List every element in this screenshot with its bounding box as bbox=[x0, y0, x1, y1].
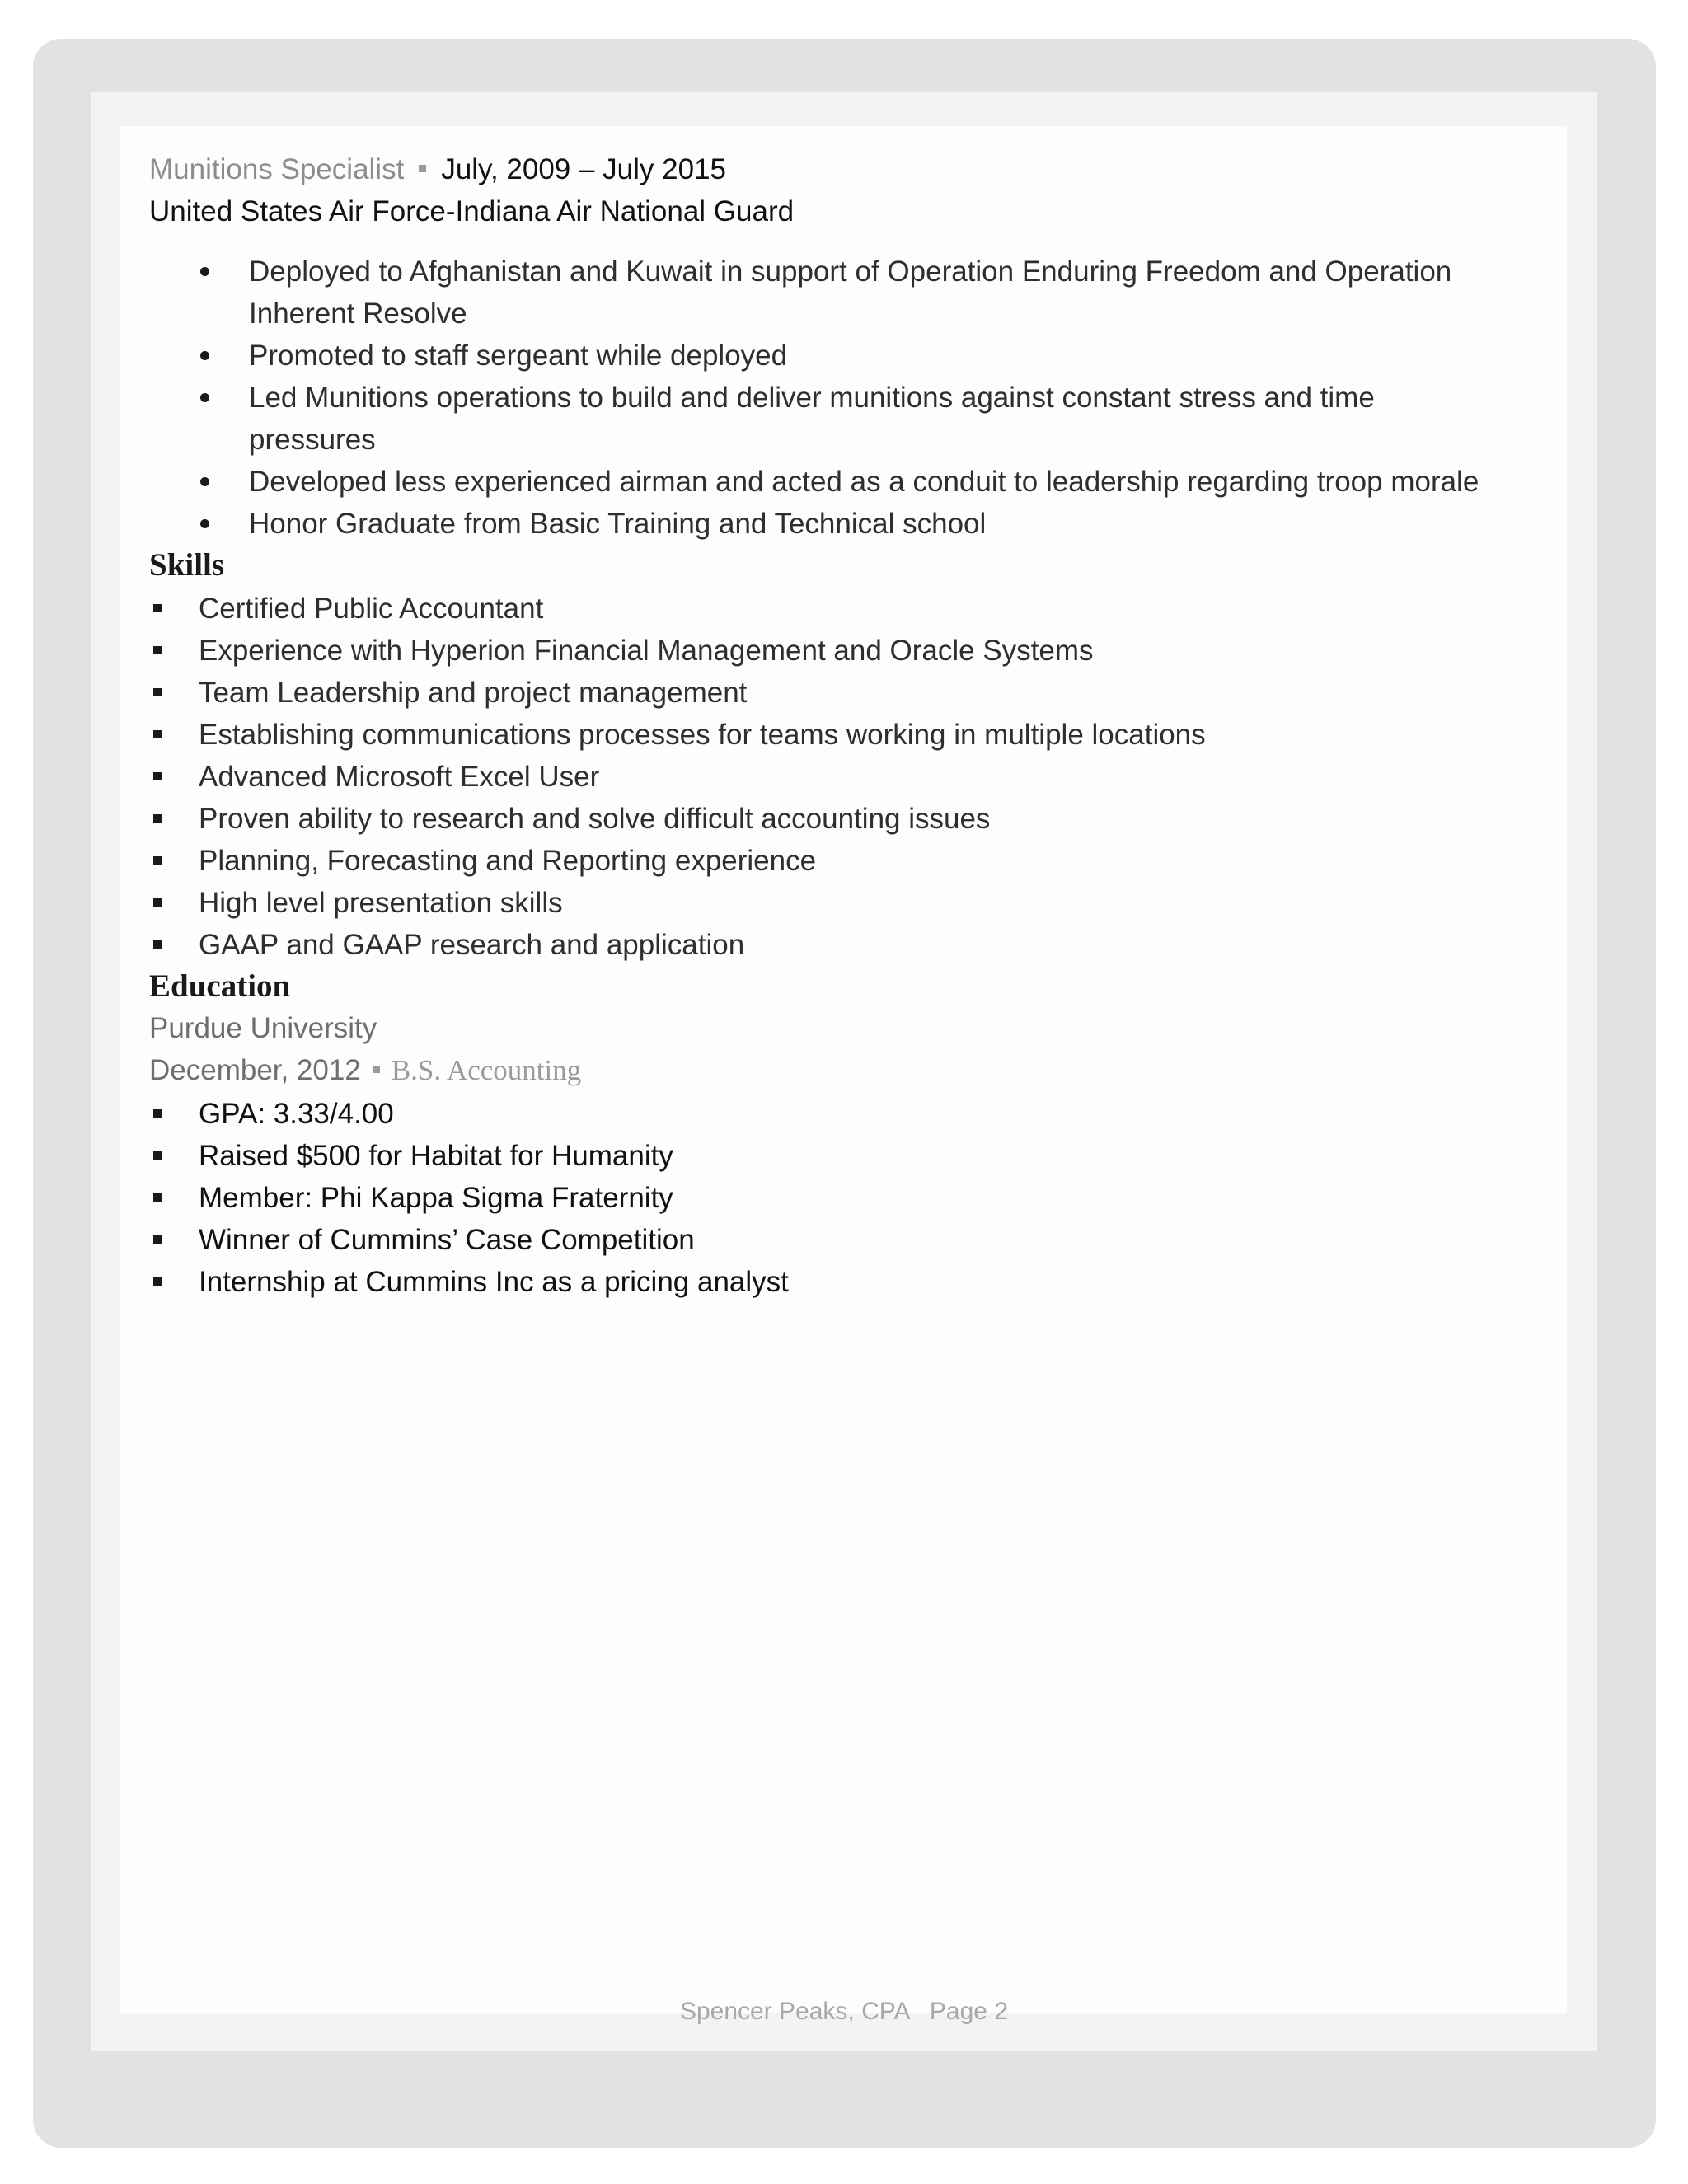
square-bullet-icon bbox=[153, 856, 162, 865]
job-employer: United States Air Force-Indiana Air National Guard bbox=[149, 195, 795, 227]
list-item: Led Munitions operations to build and deliver munitions against constant stress and time pressures bbox=[149, 377, 1534, 461]
skills-heading: Skills bbox=[149, 547, 225, 583]
list-item: GAAP and GAAP research and application bbox=[149, 924, 1534, 966]
square-bullet-icon bbox=[153, 1109, 162, 1118]
bullet-icon bbox=[200, 519, 209, 528]
square-bullet-icon bbox=[153, 646, 162, 654]
job-header bbox=[149, 148, 1534, 190]
square-bullet-icon bbox=[153, 772, 162, 780]
list-item: Member: Phi Kappa Sigma Fraternity bbox=[149, 1177, 1534, 1219]
list-item: High level presentation skills bbox=[149, 882, 1534, 924]
separator-square-icon bbox=[419, 165, 426, 172]
job-bullet-list bbox=[149, 251, 1534, 545]
list-item: Internship at Cummins Inc as a pricing analyst bbox=[149, 1261, 1534, 1303]
list-item: Honor Graduate from Basic Training and Technical school bbox=[149, 503, 1534, 545]
square-bullet-icon bbox=[153, 688, 162, 696]
graduation-date: December, 2012 bbox=[149, 1054, 361, 1086]
education-list bbox=[149, 1093, 1534, 1303]
school-name: Purdue University bbox=[149, 1012, 377, 1044]
list-item: Deployed to Afghanistan and Kuwait in support of Operation Enduring Freedom and Operation Inherent Resolve bbox=[149, 251, 1534, 335]
skills-list bbox=[149, 588, 1534, 966]
list-item: Promoted to staff sergeant while deployed bbox=[149, 335, 1534, 377]
list-item: Team Leadership and project management bbox=[149, 672, 1534, 714]
degree-line bbox=[149, 1049, 1534, 1091]
square-bullet-icon bbox=[153, 1277, 162, 1286]
page-footer bbox=[0, 1998, 1688, 2026]
list-item: Advanced Microsoft Excel User bbox=[149, 756, 1534, 798]
resume-content bbox=[149, 148, 1534, 1303]
job-title: Munitions Specialist bbox=[149, 153, 405, 185]
square-bullet-icon bbox=[153, 940, 162, 949]
list-item: Proven ability to research and solve difficult accounting issues bbox=[149, 798, 1534, 840]
list-item: Experience with Hyperion Financial Management and Oracle Systems bbox=[149, 630, 1534, 672]
square-bullet-icon bbox=[153, 730, 162, 738]
list-item: Winner of Cummins’ Case Competition bbox=[149, 1219, 1534, 1261]
list-item: GPA: 3.33/4.00 bbox=[149, 1093, 1534, 1135]
square-bullet-icon bbox=[153, 604, 162, 612]
degree-name: B.S. Accounting bbox=[391, 1054, 582, 1086]
list-item: Raised $500 for Habitat for Humanity bbox=[149, 1135, 1534, 1177]
bullet-icon bbox=[200, 393, 209, 402]
square-bullet-icon bbox=[153, 814, 162, 823]
job-dates: July, 2009 – July 2015 bbox=[441, 153, 727, 185]
footer-page-number: Page 2 bbox=[929, 1998, 1009, 2025]
footer-name: Spencer Peaks, CPA bbox=[679, 1998, 909, 2025]
education-heading: Education bbox=[149, 968, 291, 1004]
list-item: Developed less experienced airman and acted as a conduit to leadership regarding troop morale bbox=[149, 461, 1534, 503]
bullet-icon bbox=[200, 267, 209, 276]
bullet-icon bbox=[200, 477, 209, 486]
list-item: Planning, Forecasting and Reporting experience bbox=[149, 840, 1534, 882]
square-bullet-icon bbox=[153, 1193, 162, 1202]
square-bullet-icon bbox=[153, 1151, 162, 1160]
separator-square-icon bbox=[373, 1066, 380, 1073]
list-item: Certified Public Accountant bbox=[149, 588, 1534, 630]
square-bullet-icon bbox=[153, 1235, 162, 1244]
bullet-icon bbox=[200, 351, 209, 360]
square-bullet-icon bbox=[153, 898, 162, 907]
list-item: Establishing communications processes for teams working in multiple locations bbox=[149, 714, 1534, 756]
